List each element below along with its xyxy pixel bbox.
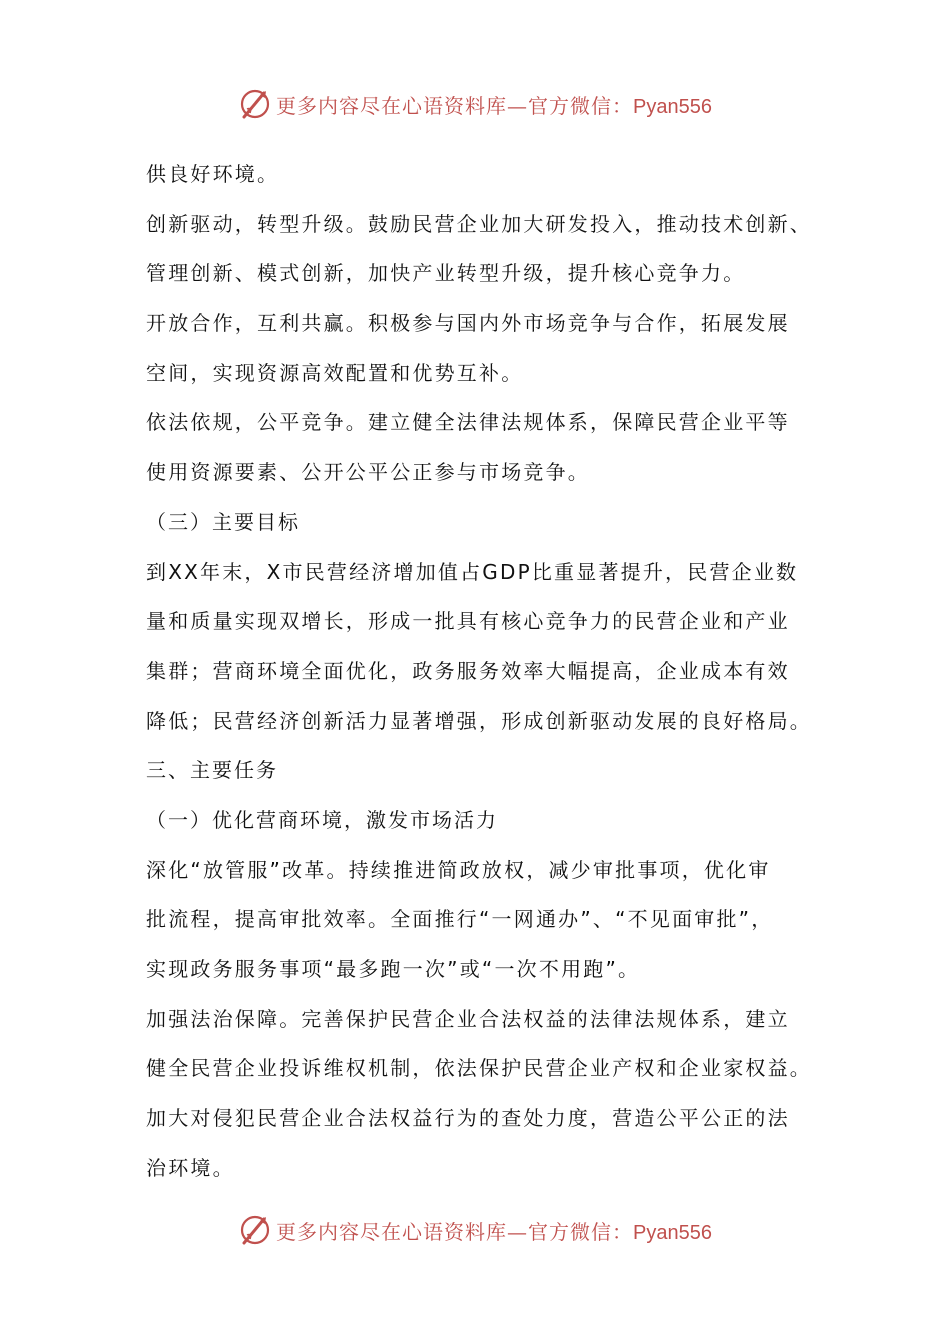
paragraph-line: 批流程，提高审批效率。全面推行“一网通办”、“不见面审批”， [146, 907, 774, 932]
document-body [146, 150, 826, 1193]
wechat-id: Pyan556 [633, 95, 712, 118]
paragraph-line: 使用资源要素、公开公平公正参与市场竞争。 [146, 460, 590, 485]
wechat-id: Pyan556 [633, 1221, 712, 1244]
pen-logo-icon [238, 1213, 272, 1247]
paragraph-line: 加大对侵犯民营企业合法权益行为的查处力度，营造公平公正的法 [146, 1106, 790, 1131]
paragraph-line: 集群；营商环境全面优化，政务服务效率大幅提高，企业成本有效 [146, 658, 790, 683]
header-watermark-banner [0, 84, 950, 124]
footer-watermark-banner [0, 1210, 950, 1250]
paragraph-line: 健全民营企业投诉维权机制，依法保护民营企业产权和企业家权益。 [146, 1056, 812, 1081]
paragraph-line: 创新驱动，转型升级。鼓励民营企业加大研发投入，推动技术创新、 [146, 211, 812, 236]
pen-logo-icon [238, 87, 272, 121]
paragraph-line: 开放合作，互利共赢。积极参与国内外市场竞争与合作，拓展发展 [146, 311, 790, 336]
paragraph-line: 治环境。 [146, 1155, 235, 1180]
paragraph-line: 量和质量实现双增长，形成一批具有核心竞争力的民营企业和产业 [146, 609, 790, 634]
watermark-text: 更多内容尽在心语资料库—官方微信：Pyan556 [276, 93, 712, 118]
paragraph-line: 空间，实现资源高效配置和优势互补。 [146, 360, 524, 385]
paragraph-line: 降低；民营经济创新活力显著增强，形成创新驱动发展的良好格局。 [146, 708, 812, 733]
paragraph-line: 加强法治保障。完善保护民营企业合法权益的法律法规体系，建立 [146, 1006, 790, 1031]
paragraph-line: 到XX年末，X市民营经济增加值占GDP比重显著提升，民营企业数 [146, 559, 799, 584]
section-heading: （三）主要目标 [146, 509, 300, 534]
paragraph-line: 深化“放管服”改革。持续推进简政放权，减少审批事项，优化审 [146, 857, 771, 882]
paragraph-line: 依法依规，公平竞争。建立健全法律法规体系，保障民营企业平等 [146, 410, 790, 435]
section-heading: （一）优化营商环境，激发市场活力 [146, 807, 498, 832]
paragraph-line: 实现政务服务事项“最多跑一次”或“一次不用跑”。 [146, 957, 641, 981]
watermark-text: 更多内容尽在心语资料库—官方微信：Pyan556 [276, 1219, 712, 1244]
paragraph-line: 供良好环境。 [146, 162, 280, 186]
paragraph-line: 管理创新、模式创新，加快产业转型升级，提升核心竞争力。 [146, 261, 746, 286]
chapter-heading: 三、主要任务 [146, 758, 278, 783]
